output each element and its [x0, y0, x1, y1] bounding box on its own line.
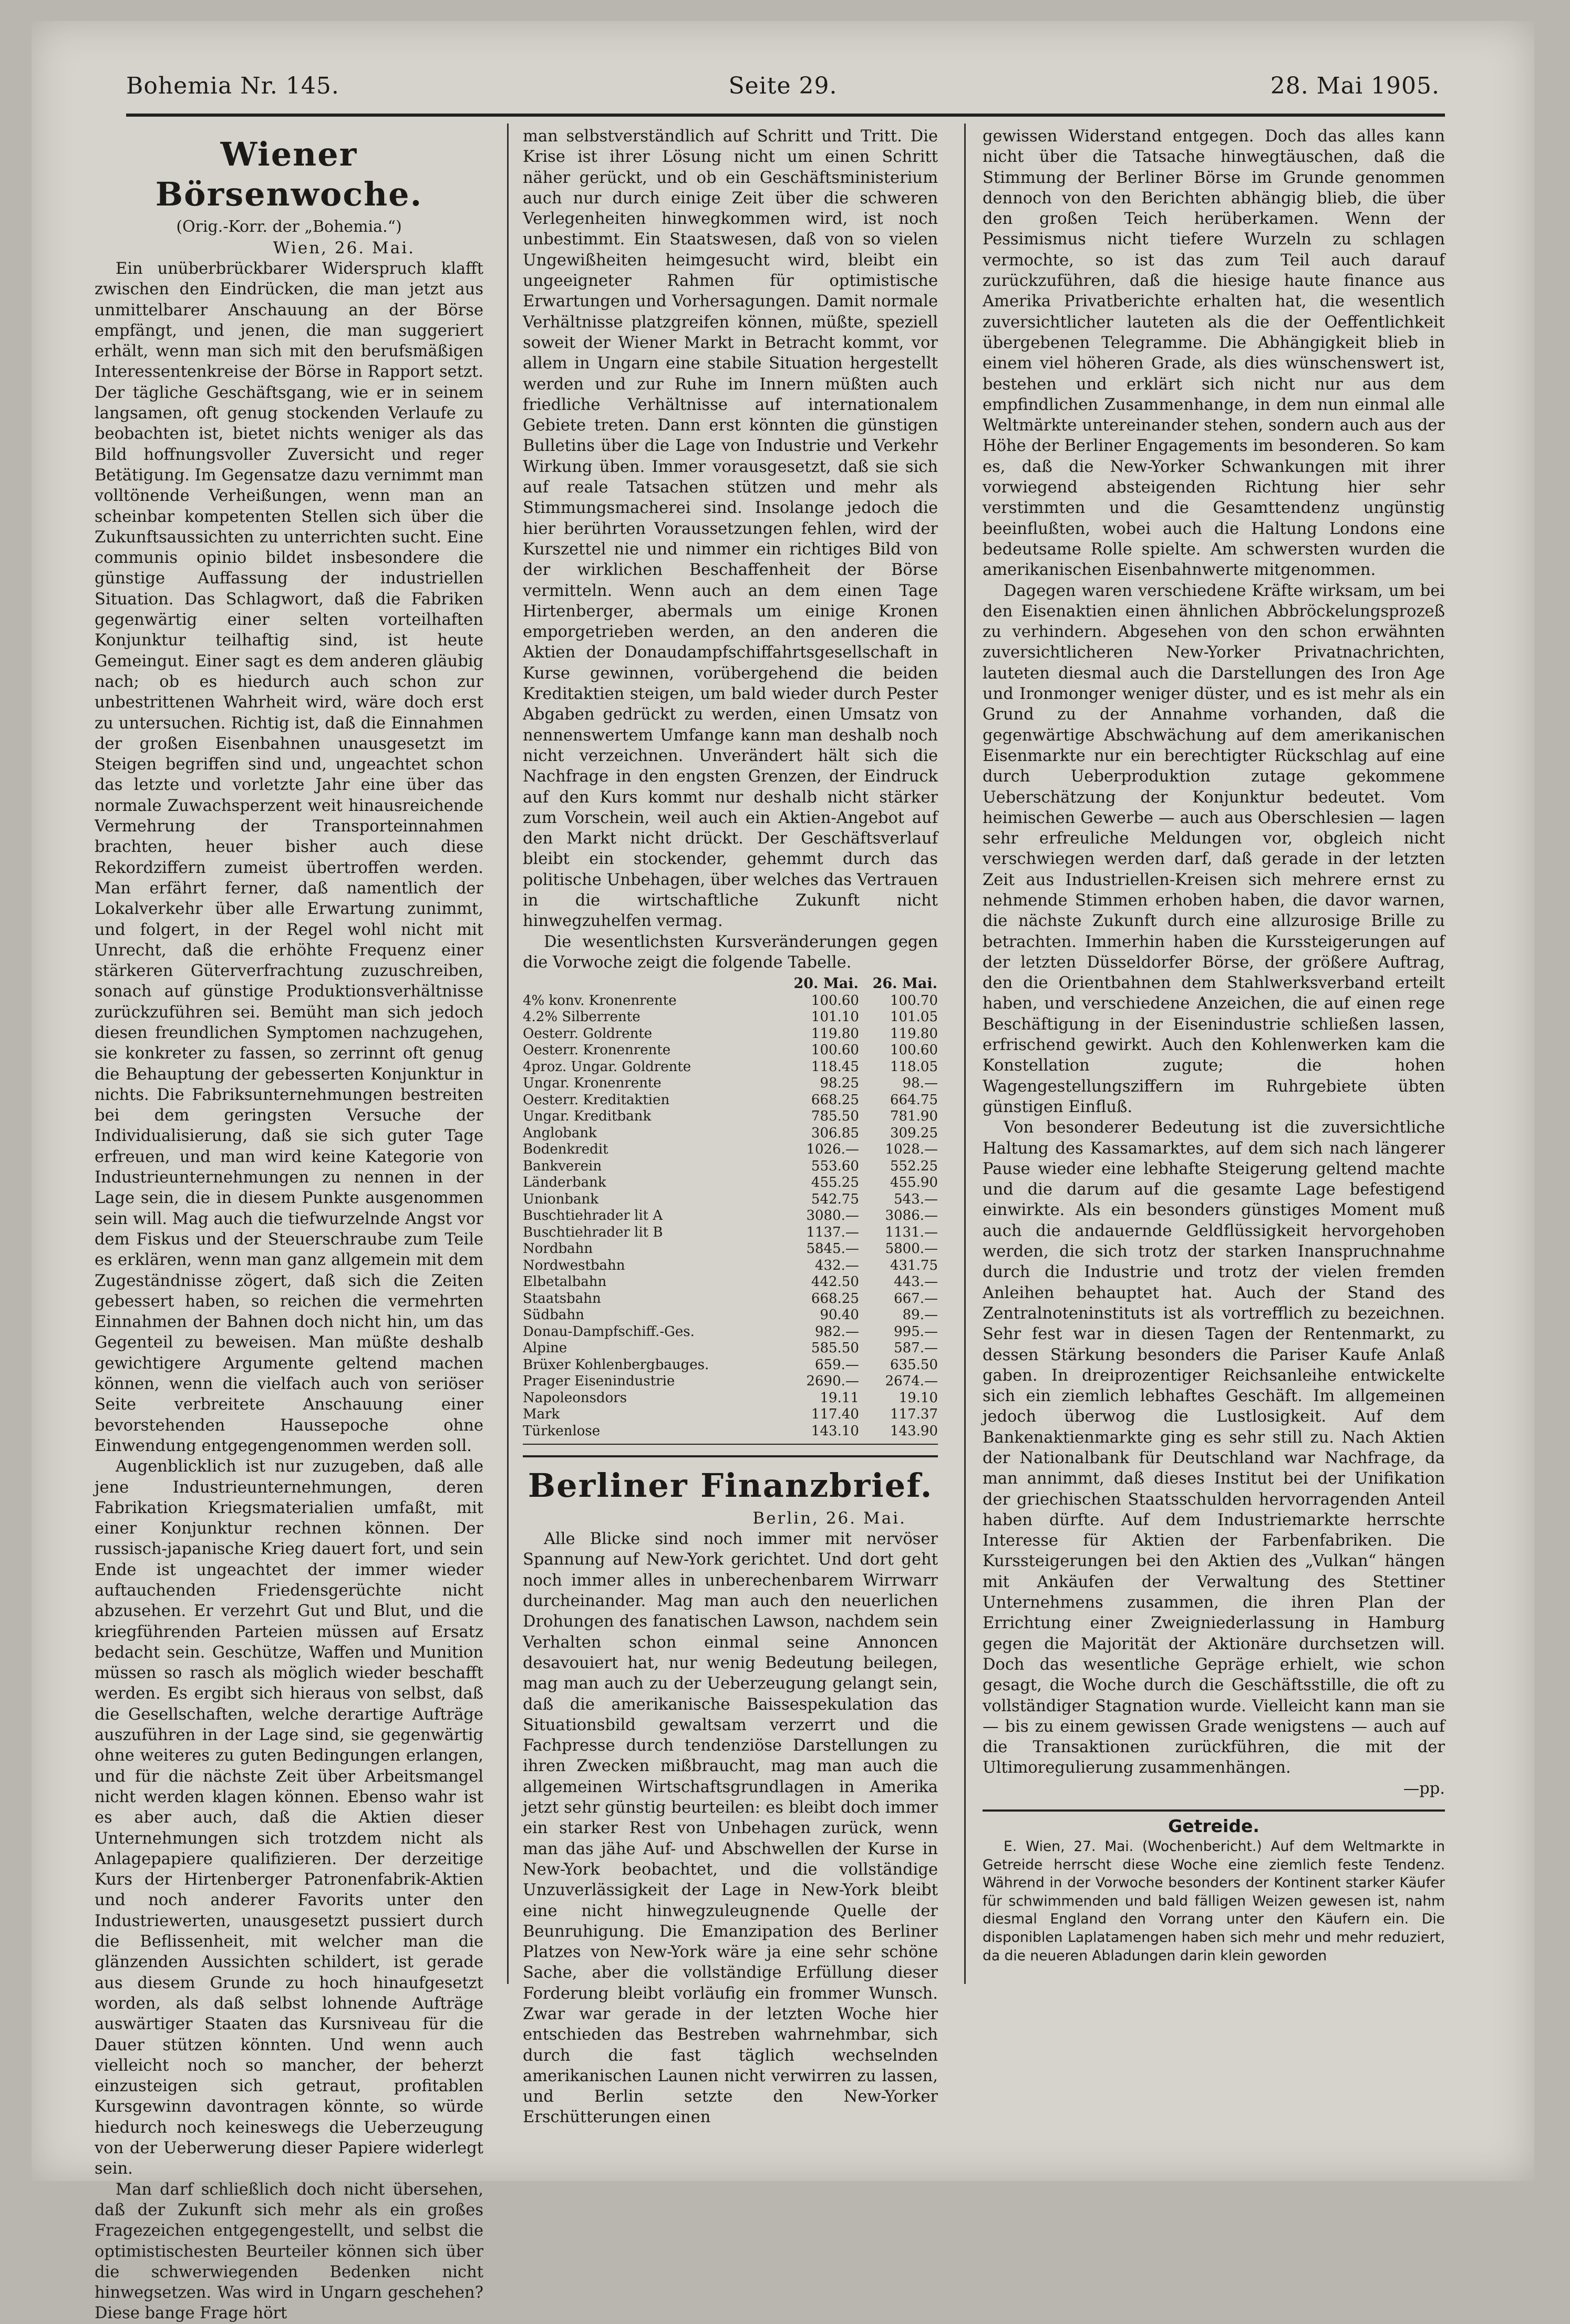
price-may-26: 664.75	[890, 1092, 938, 1108]
price-may-26: 119.80	[890, 1025, 938, 1042]
price-may-26: 543.—	[894, 1191, 938, 1207]
table-row	[523, 1175, 938, 1191]
price-may-20: 432.—	[815, 1257, 859, 1273]
price-may-26: 2674.—	[885, 1373, 938, 1390]
price-may-20: 100.60	[811, 992, 859, 1009]
table-header-row	[523, 975, 938, 993]
article-paragraph: Augenblicklich ist nur zuzugeben, daß alle jene Industrieunternehmungen, deren Fabrikation Kriegsmaterialien umfaßt, mit einer Konjunktur rechnen können. Der russisch-japanische Krieg dauert fort, und sein Ende ist ungeachtet der immer wieder auftauchenden Friedensgerüchte nicht abzusehen. Er verzehrt Gut und Blut, und die kriegführenden Parteien müssen auf Ersatz bedacht sein. Geschütze, Waffen und Munition müssen so rasch als möglich wieder beschafft werden. Es ergibt sich hieraus von selbst, daß die Gesellschaften, welche derartige Aufträge auszuführen in der Lage sind, sie gegenwärtig ohne weiteres zu guten Bedingungen erlangen, und für die nächste Zeit über Arbeitsmangel nicht werden klagen können. Ebenso wahr ist es aber auch, daß die Aktien dieser Unternehmungen sich trotzdem nicht als Anlagepapiere qualifizieren. Der derzeitige Kurs der Hirtenberger Patronenfabrik-Aktien und noch anderer Favorits unter den Industriewerten, unausgesetzt pussiert durch die Beflissenheit, mit welcher man die glänzenden Aussichten schildert, ist gerade aus diesem Grunde zu hoch hinaufgesetzt worden, als daß selbst lohnende Aufträge auswärtiger Staaten das Kursniveau für die Dauer stützen könnten. Und wenn auch vielleicht noch so mancher, der beherzt einzusteigen sich getraut, profitablen Kursgewinn davontragen könnte, so würde hiedurch noch keineswegs die Ueberzeugung von der Ueberwerung dieser Papiere widerlegt sein.	[95, 1457, 483, 2178]
article-paragraph: man selbstverständlich auf Schritt und Tritt. Die Krise ist ihrer Lösung nicht um einen Schritt näher gerückt, und ob ein Geschäftsministerium auch nur durch einige Zeit über die schweren Verlegenheiten hinwegkommen wird, ist noch unbestimmt. Ein Staatswesen, daß von so vielen Ungewißheiten heimgesucht wird, bleibt ein ungeeigneter Rahmen für optimistische Erwartungen und Vorhersagungen. Damit normale Verhältnisse platzgreifen können, müßte, speziell soweit der Wiener Markt in Betracht kommt, vor allem in Ungarn eine stabile Situation hergestellt werden und zur Ruhe im Innern müßten auch friedliche Verhältnisse auf internationalem Gebiete treten. Dann erst könnten die günstigen Bulletins über die Lage von Industrie und Verkehr Wirkung üben. Immer vorausgesetzt, daß sie sich auf reale Tatsachen stützen und mehr als Stimmungsmacherei sind. Insolange jedoch die hier berührten Voraussetzungen fehlen, wird der Kurszettel nie und nimmer ein richtiges Bild von der wirklichen Beschaffenheit der Börse vermitteln. Wenn auch an dem einen Tage Hirtenberger, abermals um einige Kronen emporgetrieben werden, an den anderen die Aktien der Donaudampfschiffahrtsgesellschaft in Kurse gewinnen, vorübergehend die beiden Kreditaktien steigen, um bald wieder durch Pester Abgaben gedrückt zu werden, einen Umsatz von nennenswertem Umfange kann man deshalb noch nicht verzeichnen. Unverändert hält sich die Nachfrage in den engsten Grenzen, der Eindruck auf den Kurs kommt nur deshalb nicht stärker zum Vorschein, weil auch ein Aktien-Angebot auf den Markt nicht drückt. Der Geschäftsverlauf bleibt ein stockender, gehemmt durch das politische Unbehagen, über welches das Vertrauen in die wirtschaftliche Zukunft nicht hinwegzuhelfen vermag.	[523, 127, 938, 931]
price-change-table	[523, 975, 938, 1439]
column-3	[983, 126, 1445, 1965]
price-may-20: 785.50	[811, 1108, 859, 1125]
price-may-20: 90.40	[820, 1307, 859, 1323]
price-may-20: 5845.—	[806, 1241, 859, 1257]
price-may-20: 119.80	[811, 1025, 859, 1042]
price-may-26: 443.—	[894, 1274, 938, 1290]
price-may-26: 781.90	[890, 1108, 938, 1125]
price-may-26: 431.75	[890, 1257, 938, 1273]
price-may-26: 143.90	[890, 1423, 938, 1439]
header-rule	[126, 114, 1445, 117]
article-paragraph: gewissen Widerstand entgegen. Doch das alles kann nicht über die Tatsache hinwegtäuschen, daß die Stimmung der Berliner Börse im Grunde genommen dennoch von den Berichten abhängig blieb, die über den großen Teich herüberkamen. Wenn der Pessimismus nicht tiefere Wurzeln zu schlagen vermochte, so ist das zum Teil auch darauf zurückzuführen, daß die hiesige haute finance aus Amerika Privatberichte erhalten hat, die wesentlich zuversichtlicher lauteten als die der Oeffentlichkeit übergebenen Telegramme. Die Abhängigkeit blieb in einem viel höheren Grade, als dies wünschenswert ist, bestehen und erklärt sich nicht nur aus dem empfindlichen Zusammenhange, in dem nun einmal alle Weltmärkte untereinander stehen, sondern auch aus der Höhe der Berliner Engagements im besonderen. So kam es, daß die New-Yorker Schwankungen mit ihrer vorwiegend absteigenden Richtung hier sehr verstimmten und die Gesamttendenz ungünstig beeinflußten, wobei auch die Haltung Londons eine bedeutsame Rolle spielte. Am schwersten wurden die amerikanischen Eisenbahnwerte mitgenommen.	[983, 127, 1445, 580]
security-name: Buschtiehrader lit A	[523, 1208, 663, 1224]
security-name: Donau-Dampfschiff.-Ges.	[523, 1323, 695, 1340]
price-may-20: 659.—	[815, 1356, 859, 1373]
table-header: 20. Mai.	[793, 975, 859, 992]
security-name: Mark	[523, 1406, 560, 1423]
article-paragraph: Man darf schließlich doch nicht übersehen, daß der Zukunft sich mehr als ein großes Fragezeichen entgegengestellt, und selbst die optimistischesten Beurteiler können sich über die schwerwiegenden Bedenken nicht hinwegsetzen. Was wird in Ungarn geschehen? Diese bange Frage hört	[95, 2180, 483, 2323]
article-paragraph: E. Wien, 27. Mai. (Wochenbericht.) Auf dem Weltmarkte in Getreide herrscht diese Woche eine ziemlich feste Tendenz. Während in der Vorwoche besonders der Kontinent starker Käufer für schwimmenden und bald fälligen Weizen gewesen ist, nahm diesmal England den Vorrang unter den Käufern ein. Die disponiblen Laplatamengen haben sich mehr und mehr reduziert, da die neueren Abladungen darin klein geworden	[983, 1838, 1445, 1964]
table-row	[523, 1158, 938, 1175]
price-may-20: 455.25	[811, 1175, 859, 1191]
price-may-26: 98.—	[902, 1075, 938, 1092]
security-name: Elbetalbahn	[523, 1274, 607, 1290]
table-row	[523, 1406, 938, 1423]
price-may-26: 118.05	[890, 1058, 938, 1075]
price-may-26: 1131.—	[885, 1224, 938, 1240]
price-may-20: 117.40	[811, 1406, 859, 1423]
security-name: Unionbank	[523, 1191, 599, 1207]
price-may-26: 100.70	[890, 992, 938, 1009]
price-may-26: 19.10	[898, 1390, 938, 1406]
table-row	[523, 1357, 938, 1374]
price-may-26: 100.60	[890, 1042, 938, 1058]
price-may-26: 635.50	[890, 1356, 938, 1373]
table-row	[523, 1423, 938, 1440]
security-name: Alpine	[523, 1340, 567, 1356]
price-may-26: 5800.—	[885, 1241, 938, 1257]
table-body	[523, 993, 938, 1440]
security-name: Oesterr. Goldrente	[523, 1025, 653, 1042]
column-divider	[964, 124, 966, 1984]
security-name: 4% konv. Kronenrente	[523, 992, 677, 1009]
table-row	[523, 993, 938, 1010]
price-may-20: 585.50	[811, 1340, 859, 1356]
price-may-20: 19.11	[820, 1390, 859, 1406]
column-divider	[507, 124, 509, 1984]
security-name: Prager Eisenindustrie	[523, 1373, 675, 1390]
price-may-26: 587.—	[894, 1340, 938, 1356]
price-may-26: 117.37	[890, 1406, 938, 1423]
table-row	[523, 1208, 938, 1225]
security-name: Staatsbahn	[523, 1290, 601, 1307]
table-row	[523, 1009, 938, 1026]
table-row	[523, 1241, 938, 1258]
table-row	[523, 1324, 938, 1341]
price-may-20: 542.75	[811, 1191, 859, 1207]
security-name: Buschtiehrader lit B	[523, 1224, 663, 1240]
price-may-26: 1028.—	[885, 1142, 938, 1158]
table-row	[523, 1274, 938, 1291]
table-row	[523, 1390, 938, 1407]
price-may-20: 306.85	[811, 1125, 859, 1141]
section-divider	[983, 1809, 1445, 1812]
grain-report	[983, 1838, 1445, 1965]
price-may-20: 1026.—	[806, 1142, 859, 1158]
article-paragraph: Alle Blicke sind noch immer mit nervöser Spannung auf New-York gerichtet. Und dort geht noch immer alles in unberechenbarem Wirrwarr durcheinander. Mag man auch den neuerlichen Drohungen des fanatischen Lawson, nachdem sein Verhalten schon einmal seine Annoncen desavouiert hat, nur wenig Bedeutung beilegen, mag man auch zu der Ueberzeugung gelangt sein, daß die amerikanische Baissespekulation das Situationsbild gewaltsam verzerrt und die Fachpresse durch tendenziöse Darstellungen zu ihren Zwecken mißbraucht, mag man auch die allgemeinen Wirtschaftsgrundlagen in Amerika jetzt sehr günstig beurteilen: es bleibt doch immer ein starker Rest von Unbehagen zurück, wenn man das jähe Auf- und Abschwellen der Kurse in New-York beobachtet, und die vollständige Unzuverlässigkeit der Lage in New-York bleibt eine nicht hinwegzuleugnende Quelle der Beunruhigung. Die Emanzipation des Berliner Platzes von New-York wäre ja eine sehr schöne Sache, aber die vollständige Erfüllung dieser Forderung bleibt vorläufig ein frommer Wunsch. Zwar war gerade in der letzten Woche hier entschieden das Bestreben wahrnehmbar, sich durch die fast täglich wechselnden amerikanischen Launen nicht verwirren zu lassen, und Berlin setzte den New-Yorker Erschütterungen einen	[523, 1530, 938, 2127]
table-row	[523, 1307, 938, 1324]
price-may-20: 101.10	[811, 1009, 859, 1025]
price-may-20: 2690.—	[806, 1373, 859, 1390]
security-name: Türkenlose	[523, 1423, 601, 1439]
article-dateline: Wien, 26. Mai.	[273, 239, 415, 258]
security-name: Bodenkredit	[523, 1142, 608, 1158]
section-divider	[523, 1455, 938, 1457]
article-title: Wiener Börsenwoche.	[155, 135, 423, 213]
security-name: Nordbahn	[523, 1241, 593, 1257]
table-row	[523, 1059, 938, 1076]
security-name: Oesterr. Kreditaktien	[523, 1092, 670, 1108]
price-may-20: 668.25	[811, 1290, 859, 1307]
table-row	[523, 1075, 938, 1092]
table-row	[523, 1125, 938, 1142]
price-may-26: 455.90	[890, 1175, 938, 1191]
price-may-20: 668.25	[811, 1092, 859, 1108]
page-number: Seite 29.	[728, 73, 838, 99]
price-may-26: 995.—	[894, 1323, 938, 1340]
article-paragraph: Ein unüberbrückbarer Widerspruch klafft zwischen den Eindrücken, die man jetzt aus unmittelbarer Anschauung an der Börse empfängt, und jenen, die man suggeriert erhält, wenn man sich mit den berufsmäßigen Interessentenkreise der Börse in Rapport setzt. Der tägliche Geschäftsgang, wie er in seinem langsamen, oft genug stockenden Verlaufe zu beobachten ist, bietet nichts weniger als das Bild hoffnungsvoller Zuversicht und reger Betätigung. Im Gegensatze dazu vernimmt man volltönende Verheißungen, wenn man an scheinbar kompetenten Stellen sich über die Zukunftsaussichten zu unterrichten sucht. Eine communis opinio bildet insbesondere die günstige Auffassung der industriellen Situation. Das Schlagwort, daß die Fabriken gegenwärtig einer selten vorteilhaften Konjunktur teilhaftig sind, ist heute Gemeingut. Einer sagt es dem anderen gläubig nach; ob es hiedurch auch schon zur unbestrittenen Wahrheit wird, wäre doch erst zu untersuchen. Richtig ist, daß die Einnahmen der großen Eisenbahnen unausgesetzt im Steigen begriffen sind und, ungeachtet schon das letzte und vorletzte Jahr eine über das normale Zuwachsperzent weit hinausreichende Vermehrung der Transporteinnahmen brachten, heuer bisher auch diese Rekordziffern zumeist übertroffen werden. Man erfährt ferner, daß namentlich der Lokalverkehr über alle Erwartung zunimmt, und folgert, in der Regel wohl nicht mit Unrecht, daß die erhöhte Frequenz einer stärkeren Güterverfrachtung zuzuschreiben, sonach auf günstige Produktionsverhältnisse zurückzuführen sei. Bemüht man sich jedoch diesen freundlichen Symptomen nachzugehen, sie konkreter zu fassen, so zerrinnt oft genug die Behauptung der gebesserten Konjunktur in nichts. Die Fabriksunternehmungen bestreiten bei dem geringsten Versuche der Individualisierung, daß sie sich guter Tage erfreuen, und man wird keine Kategorie von Industrieunternehmungen zu nennen in der Lage sein, die in diesem Punkte ausgenommen sein will. Mag auch die tiefwurzelnde Angst vor dem Fiskus und der Steuerschraube zum Teile es erklären, wenn man ganz allgemein mit dem Zugeständnisse zögert, daß sich die Zeiten gebessert haben, so reichen die vermehrten Einnahmen der Bahnen doch nicht hin, um das Gegenteil zu beweisen. Man müßte deshalb gewichtigere Argumente geltend machen können, wenn die vielfach auch von seriöser Seite verbreitete Anschauung einer bevorstehenden Haussepoche ohne Einwendung entgegengenommen werden soll.	[95, 260, 483, 1455]
price-may-20: 143.10	[811, 1423, 859, 1439]
column-2	[523, 126, 938, 2128]
table-row	[523, 1026, 938, 1043]
issue-date: 28. Mai 1905.	[1270, 73, 1440, 99]
price-may-20: 100.60	[811, 1042, 859, 1058]
article-title: Berliner Finanzbrief.	[528, 1466, 933, 1505]
price-may-26: 309.25	[890, 1125, 938, 1141]
price-may-20: 553.60	[811, 1158, 859, 1174]
security-name: 4proz. Ungar. Goldrente	[523, 1058, 691, 1075]
security-name: Ungar. Kreditbank	[523, 1108, 652, 1125]
article-byline: (Orig.-Korr. der „Bohemia.“)	[176, 218, 402, 236]
table-row	[523, 1092, 938, 1109]
price-may-20: 982.—	[815, 1323, 859, 1340]
security-name: Anglobank	[523, 1125, 597, 1141]
table-row	[523, 1373, 938, 1390]
section-title: Getreide.	[1168, 1816, 1259, 1837]
security-name: Bankverein	[523, 1158, 602, 1174]
author-signature: —pp.	[1403, 1779, 1445, 1798]
security-name: Länderbank	[523, 1175, 606, 1191]
security-name: Oesterr. Kronenrente	[523, 1042, 671, 1058]
table-row	[523, 1191, 938, 1208]
security-name: 4.2% Silberrente	[523, 1009, 641, 1025]
price-may-20: 98.25	[820, 1075, 859, 1092]
price-may-26: 89.—	[902, 1307, 938, 1323]
security-name: Napoleonsdors	[523, 1390, 627, 1406]
article-paragraph: Die wesentlichsten Kursveränderungen gegen die Vorwoche zeigt die folgende Tabelle.	[523, 932, 938, 972]
price-may-26: 3086.—	[885, 1208, 938, 1224]
security-name: Brüxer Kohlenbergbauges.	[523, 1356, 709, 1373]
price-may-26: 667.—	[894, 1290, 938, 1307]
table-row	[523, 1108, 938, 1125]
table-row	[523, 1142, 938, 1158]
price-may-20: 118.45	[811, 1058, 859, 1075]
price-may-20: 442.50	[811, 1274, 859, 1290]
article-dateline: Berlin, 26. Mai.	[752, 1509, 906, 1528]
security-name: Nordwestbahn	[523, 1257, 625, 1273]
table-header: 26. Mai.	[872, 975, 937, 992]
price-may-20: 3080.—	[806, 1208, 859, 1224]
article-paragraph: Von besonderer Bedeutung ist die zuversichtliche Haltung des Kassamarktes, auf dem sich nach längerer Pause wieder eine lebhafte Steigerung geltend machte und die darum auf die gesamte Lage befestigend einwirkte. Als ein besonders günstiges Moment muß auch die andauernde Geldflüssigkeit hervorgehoben werden, die sich trotz der starken Inanspruchnahme durch die Industrie und trotz der vielen fremden Anleihen behauptet hat. Auch der Stand des Zentralnoteninstituts ist als vortrefflich zu bezeichnen. Sehr fest war in diesen Tagen der Rentenmarkt, zu dessen Stärkung besonders die Pariser Kaufe Anlaß gaben. In dreiprozentiger Reichsanleihe entwickelte sich ein ziemlich lebhaftes Geschäft. Im allgemeinen jedoch überwog die Lustlosigkeit. Auf dem Bankenaktienmarkte ging es sehr still zu. Nach Aktien der Nationalbank für Deutschland war Nachfrage, da man annimmt, daß dieses Institut bei der Unifikation der griechischen Staatsschulden hervorragenden Anteil haben dürfte. Auf dem Industriemarkte herrschte Interesse für Aktien der Farbenfabriken. Die Kurssteigerungen bei den Aktien des „Vulkan“ hängen mit Ankäufen der Verwaltung des Stettiner Unternehmens zusammen, die ihren Plan der Errichtung einer Zweigniederlassung in Hamburg gegen die Majorität der Aktionäre durchsetzen will. Doch das wesentliche Gepräge erhielt, wie schon gesagt, die Woche durch die Geschäftsstille, die oft zu vollständiger Stagnation wurde. Vielleicht kann man sie — bis zu einem gewissen Grade wenigstens — auch auf die Transaktionen zurückführen, die mit der Ultimoregulierung zusammenhängen.	[983, 1118, 1445, 1777]
column-1	[95, 126, 483, 2324]
table-row	[523, 1258, 938, 1274]
issue-number: Bohemia Nr. 145.	[126, 73, 339, 99]
security-name: Südbahn	[523, 1307, 584, 1323]
table-row	[523, 1291, 938, 1308]
table-row	[523, 1340, 938, 1357]
article-paragraph: Dagegen waren verschiedene Kräfte wirksam, um bei den Eisenaktien einen ähnlichen Abbröckelungsprozeß zu verhindern. Abgesehen von den schon erwähnten zuversichtlicheren New-Yorker Privatnachrichten, lauteten diesmal auch die Darstellungen des Iron Age und Ironmonger weniger düster, und es ist mehr als ein Grund zu der Annahme vorhanden, daß die gegenwärtige Abschwächung auf dem amerikanischen Eisenmarkte nur ein berechtigter Rückschlag auf eine durch Ueberproduktion zutage gekommene Ueberschätzung der Konjunktur bedeutet. Vom heimischen Gewerbe — auch aus Oberschlesien — lagen sehr erfreuliche Meldungen vor, obgleich nicht verschwiegen werden darf, daß gerade in der letzten Zeit aus Industriellen-Kreisen sich mehrere ernst zu nehmende Stimmen erhoben haben, die davor warnen, die nächste Zukunft durch eine allzurosige Brille zu betrachten. Immerhin haben die Kurssteigerungen auf der letzten Düsseldorfer Börse, der größere Auftrag, den die Orientbahnen dem Stahlwerksverband erteilt haben, und verschiedene Anzeichen, die auf einen rege Beschäftigung in der Eisenindustrie schließen lassen, erfrischend gewirkt. Auch den Kohlenwerken kam die Konstellation zugute; die hohen Wagengestellungsziffern im Ruhrgebiete übten günstigen Einfluß.	[983, 581, 1445, 1116]
table-rule	[523, 1444, 938, 1445]
newspaper-page	[32, 21, 1534, 2323]
price-may-26: 101.05	[890, 1009, 938, 1025]
price-may-20: 1137.—	[806, 1224, 859, 1240]
table-row	[523, 1042, 938, 1059]
page-header	[126, 62, 1440, 109]
price-may-26: 552.25	[890, 1158, 938, 1174]
security-name: Ungar. Kronenrente	[523, 1075, 662, 1092]
table-row	[523, 1225, 938, 1241]
